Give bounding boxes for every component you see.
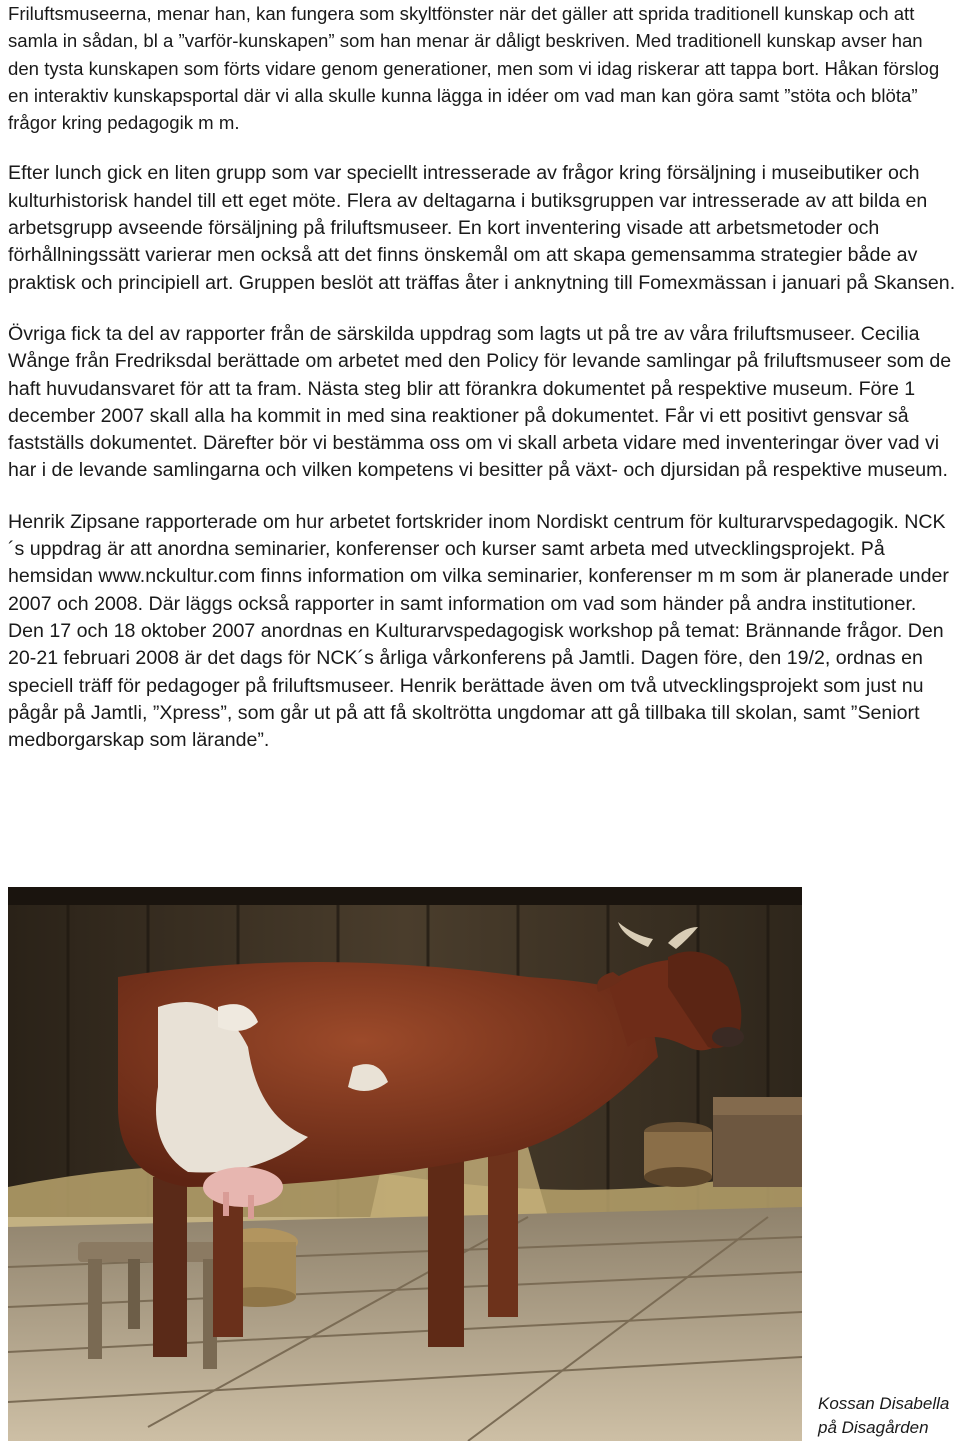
paragraph-4: Henrik Zipsane rapporterade om hur arbetet fortskrider inom Nordiskt centrum för kulturarvspedagogik. NCK´s uppdrag är att anordna seminarier, konferenser och kurser samt arbeta med utvecklingsprojekt. På hemsidan www.nckultur.com finns information om vilka seminarier, konferenser m m som är planerade under 2007 och 2008. Där läggs också rapporter in samt information om vad som händer på andra institutioner. Den 17 och 18 oktober 2007 anordnas en Kulturarvspedagogisk workshop på temat: Brännande frågor. Den 20-21 februari 2008 är det dags för NCK´s årliga vårkonferens på Jamtli. Dagen före, den 19/2, ordnas en speciell träff för pedagoger på friluftsmuseer. Henrik berättade även om två utvecklingsprojekt som just nu pågår på Jamtli, ”Xpress”, som går ut på att få skoltrötta ungdomar att gå tillbaka till skolan, samt ”Seniort medborgarskap som lärande”. bbox=[8, 510, 949, 752]
cow-photo bbox=[8, 887, 802, 1441]
paragraph-3: Övriga fick ta del av rapporter från de särskilda uppdrag som lagts ut på tre av våra friluftsmuseer. Cecilia Wånge från Fredriksdal berättade om arbetet med den Policy för levande samlingar på friluftsmuseer som de haft huvudansvaret för att ta fram. Nästa steg blir att förankra dokumentet på respektive museum. Före 1 december 2007 skall alla ha kommit in med sina reaktioner på dokumentet. Får vi ett positivt gensvar så fastställs dokumentet. Därefter bör vi bestämma oss om vi skall arbeta vidare med inventeringar över vad vi har i de levande samlingarna och vilken kompetens vi besitter på växt- och djursidan på respektive museum. bbox=[8, 322, 952, 482]
caption-line-1: Kossan Disabella bbox=[818, 1394, 950, 1413]
caption-line-2: på Disagården bbox=[818, 1418, 929, 1437]
article-body bbox=[8, 0, 956, 778]
paragraph-2: Efter lunch gick en liten grupp som var speciellt intresserade av frågor kring försäljning i museibutiker och kulturhistorisk handel till ett eget möte. Flera av deltagarna i butiksgruppen var intresserade av att bilda en arbetsgrupp avseende försäljning på friluftsmuseer. En kort inventering visade att arbetsmetoder och förhållningssätt varierar men också att det finns önskemål om att skapa gemensamma strategier både av praktisk och principiell art. Gruppen beslöt att träffas åter i anknytning till Fomexmässan i januari på Skansen. bbox=[8, 162, 956, 294]
cow-photo-illustration bbox=[8, 887, 802, 1441]
photo-caption bbox=[818, 1392, 949, 1440]
paragraph-1: Friluftsmuseerna, menar han, kan fungera som skyltfönster när det gäller att sprida traditionell kunskap och att samla in sådan, bl a ”varför-kunskapen” som han menar är dåligt beskriven. Med traditionell kunskap avser han den tysta kunskapen som förts vidare genom generationer, men som vi idag riskerar att tappa bort. Håkan förslog en interaktiv kunskapsportal där vi alla skulle kunna lägga in idéer om vad man kan göra samt ”stöta och blöta” frågor kring pedagogik m m. bbox=[8, 3, 940, 134]
